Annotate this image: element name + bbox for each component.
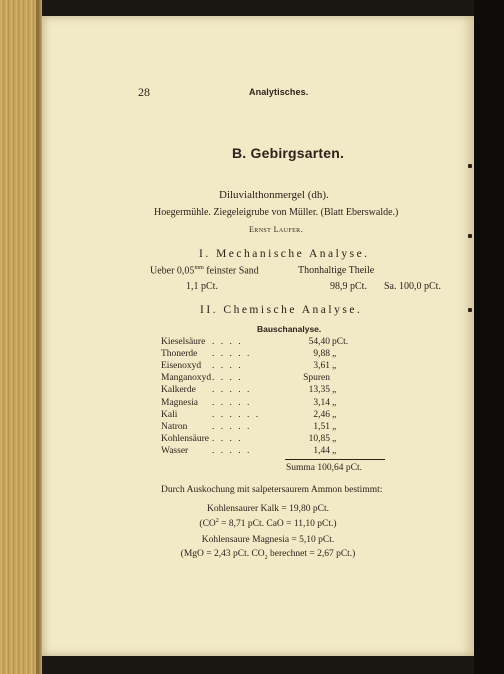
component-name: Wasser xyxy=(161,445,189,456)
component-unit: „ xyxy=(332,421,337,432)
boiling-method-intro: Durch Auskochung mit salpetersaurem Ammon bestimmt: xyxy=(161,485,383,495)
component-unit: „ xyxy=(332,397,337,408)
component-name: Kali xyxy=(161,409,178,420)
location-line: Hoegermühle. Ziegeleigrube von Müller. (Blatt Eberswalde.) xyxy=(154,207,399,218)
component-value: 9,88 xyxy=(313,349,330,360)
bulk-analysis-subtitle: Bauschanalyse. xyxy=(257,324,322,334)
component-unit: pCt. xyxy=(332,337,349,347)
component-name: Manganoxyd xyxy=(161,373,212,384)
leader-dots: . . . . xyxy=(212,337,243,347)
margin-mark xyxy=(468,164,472,168)
chemical-analysis-title: II. Chemische Analyse. xyxy=(200,304,363,316)
component-name: Kohlensäure xyxy=(161,433,210,444)
carbonate-magnesia-line: Kohlensaure Magnesia = 5,10 pCt. xyxy=(201,535,335,545)
page-number: 28 xyxy=(138,85,150,99)
leader-dots: . . . . . xyxy=(212,385,252,396)
sand-value: 1,1 pCt. xyxy=(186,281,218,292)
carbonate-lime-detail: ($CO^2 = 8,71$ pCt. CaO = 11,10 pCt.) xyxy=(199,518,337,530)
component-value: 3,14 xyxy=(313,397,330,408)
component-unit: „ xyxy=(332,409,337,420)
component-unit: „ xyxy=(332,445,337,456)
margin-mark xyxy=(468,234,472,238)
component-unit: „ xyxy=(332,349,337,360)
clay-value: 98,9 pCt. xyxy=(330,281,367,292)
component-value: 10,85 xyxy=(308,433,330,444)
leader-dots: . . . . . xyxy=(212,349,252,360)
carbonate-lime-line: Kohlensaurer Kalk = 19,80 pCt. xyxy=(207,504,329,514)
component-unit: „ xyxy=(332,361,337,372)
component-name: Eisenoxyd xyxy=(161,361,202,372)
margin-mark xyxy=(468,308,472,312)
sand-column-head: Ueber $0,05^{mm}$ feinster Sand xyxy=(150,265,259,277)
sample-title: Diluvialthonmergel (dh). xyxy=(219,189,329,201)
analysis-row xyxy=(42,446,474,462)
leader-dots: . . . . xyxy=(212,361,243,372)
leader-dots: . . . . xyxy=(212,433,243,444)
component-name: Magnesia xyxy=(161,397,198,408)
component-value: 2,46 xyxy=(313,409,330,420)
component-unit: „ xyxy=(332,433,337,444)
background-dark xyxy=(474,0,504,674)
leader-dots: . . . . . . xyxy=(212,409,261,420)
mechanical-sum: Sa. 100,0 pCt. xyxy=(384,281,441,292)
leader-dots: . . . . . xyxy=(212,397,252,408)
running-head: Analytisches. xyxy=(249,87,309,97)
component-value: 3,61 xyxy=(313,361,330,372)
author-name: Ernst Laufer. xyxy=(249,225,303,234)
leader-dots: . . . . . xyxy=(212,421,252,432)
carbonate-magnesia-detail: (MgO = 2,43 pCt. $CO_2$ berechnet = 2,67 pCt.) xyxy=(180,549,356,561)
component-unit: „ xyxy=(332,385,337,396)
component-value: 1,44 xyxy=(313,445,330,456)
sum-rule xyxy=(285,459,385,460)
leader-dots: . . . . . xyxy=(212,445,252,456)
component-name: Natron xyxy=(161,421,188,432)
analysis-summa: Summa 100,64 pCt. xyxy=(286,463,363,473)
component-value: 13,35 xyxy=(308,385,330,396)
section-title: B. Gebirgsarten. xyxy=(232,145,345,161)
leader-dots: . . . . xyxy=(212,373,243,384)
clay-column-head: Thonhaltige Theile xyxy=(298,265,375,276)
mechanical-analysis-title: I. Mechanische Analyse. xyxy=(199,248,370,260)
book-page xyxy=(42,16,474,656)
component-value: 54,40 xyxy=(308,337,330,347)
component-value: 1,51 xyxy=(313,421,330,432)
component-name: Kieselsäure xyxy=(161,337,206,347)
component-name: Thonerde xyxy=(161,349,198,360)
component-value: Spuren xyxy=(303,373,330,384)
component-name: Kalkerde xyxy=(161,385,196,396)
